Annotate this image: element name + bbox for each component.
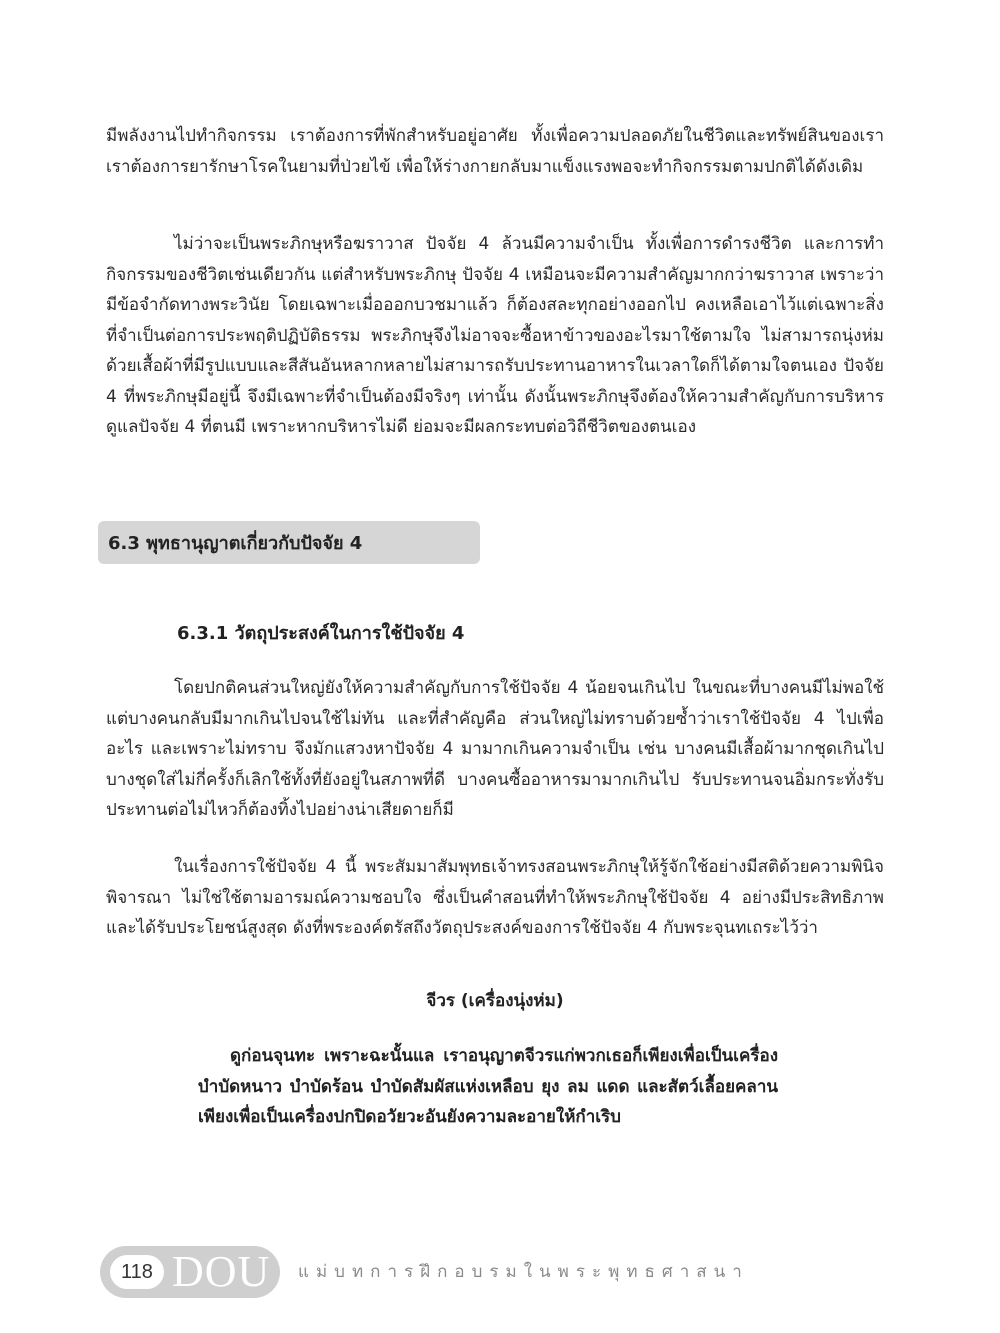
quote-heading: จีวร (เครื่องนุ่งห่ม)	[426, 991, 564, 1011]
section-heading-box	[98, 521, 480, 564]
body-paragraph-1: มีพลังงานไปทำกิจกรรม เราต้องการที่พักสำหรับอยู่อาศัย ทั้งเพื่อความปลอดภัยในชีวิตและทรัพย์สินของเรา เราต้องการยารักษาโรคในยามที่ป่วยไข้ เพื่อให้ร่างกายกลับมาแข็งแรงพอจะทำกิจกรรมตามปกติได้ดังเดิม	[106, 126, 884, 177]
body-paragraph-4: ในเรื่องการใช้ปัจจัย 4 นี้ พระสัมมาสัมพุทธเจ้าทรงสอนพระภิกษุให้รู้จักใช้อย่างมีสติด้วยความพินิจพิจารณา ไม่ใช่ใช้ตามอารมณ์ความชอบใจ ซึ่งเป็นคำสอนที่ทำให้พระภิกษุใช้ปัจจัย 4 อย่างมีประสิทธิภาพ และได้รับประโยชน์สูงสุด ดังที่พระองค์ตรัสถึงวัตถุประสงค์ของการใช้ปัจจัย 4 กับพระจุนทเถระไว้ว่า	[106, 857, 884, 938]
footer-book-title: แม่บทการฝึกอบรมในพระพุทธศาสนา	[298, 1262, 749, 1282]
subsection-heading: 6.3.1 วัตถุประสงค์ในการใช้ปัจจัย 4	[177, 623, 465, 644]
body-paragraph-3: โดยปกติคนส่วนใหญ่ยังให้ความสำคัญกับการใช้ปัจจัย 4 น้อยจนเกินไป ในขณะที่บางคนมีไม่พอใช้ แต่บางคนกลับมีมากเกินไปจนใช้ไม่ทัน และที่สำคัญคือ ส่วนใหญ่ไม่ทราบด้วยซ้ำว่าเราใช้ปัจจัย 4 ไปเพื่ออะไร และเพราะไม่ทราบ จึงมักแสวงหาปัจจัย 4 มามากเกินความจำเป็น เช่น บางคนมีเสื้อผ้ามากชุดเกินไป บางชุดใส่ไม่กี่ครั้งก็เลิกใช้ทั้งที่ยังอยู่ในสภาพที่ดี บางคนซื้ออาหารมามากเกินไป รับประทานจนอิ่มกระทั่งรับประทานต่อไม่ไหวก็ต้องทิ้งไปอย่างน่าเสียดายก็มี	[106, 678, 884, 820]
page-number: 118	[110, 1255, 164, 1289]
quote-body: ดูก่อนจุนทะ เพราะฉะนั้นแล เราอนุญาตจีวรแก่พวกเธอก็เพียงเพื่อเป็นเครื่องบำบัดหนาว บำบัดร้อน บำบัดสัมผัสแห่งเหลือบ ยุง ลม แดด และสัตว์เลื้อยคลาน เพียงเพื่อเป็นเครื่องปกปิดอวัยวะอันยังความละอายให้กำเริบ	[198, 1046, 778, 1127]
dou-logo: DOU	[172, 1247, 271, 1296]
body-paragraph-2: ไม่ว่าจะเป็นพระภิกษุหรือฆราวาส ปัจจัย 4 ล้วนมีความจำเป็น ทั้งเพื่อการดำรงชีวิต และการทำกิจกรรมของชีวิตเช่นเดียวกัน แต่สำหรับพระภิกษุ ปัจจัย 4 เหมือนจะมีความสำคัญมากกว่าฆราวาส เพราะว่ามีข้อจำกัดทางพระวินัย โดยเฉพาะเมื่อออกบวชมาแล้ว ก็ต้องสละทุกอย่างออกไป คงเหลือเอาไว้แต่เฉพาะสิ่งที่จำเป็นต่อการประพฤติปฏิบัติธรรม พระภิกษุจึงไม่อาจจะซื้อหาข้าวของอะไรมาใช้ตามใจ ไม่สามารถนุ่งห่มด้วยเสื้อผ้าที่มีรูปแบบและสีสันอันหลากหลายไม่สามารถรับประทานอาหารในเวลาใดก็ได้ตามใจตนเอง ปัจจัย 4 ที่พระภิกษุมีอยู่นี้ จึงมีเฉพาะที่จำเป็นต้องมีจริงๆ เท่านั้น ดังนั้นพระภิกษุจึงต้องให้ความสำคัญกับการบริหารดูแลปัจจัย 4 ที่ตนมี เพราะหากบริหารไม่ดี ย่อมจะมีผลกระทบต่อวิถีชีวิตของตนเอง	[106, 234, 884, 437]
section-heading: 6.3 พุทธานุญาตเกี่ยวกับปัจจัย 4	[108, 533, 363, 554]
